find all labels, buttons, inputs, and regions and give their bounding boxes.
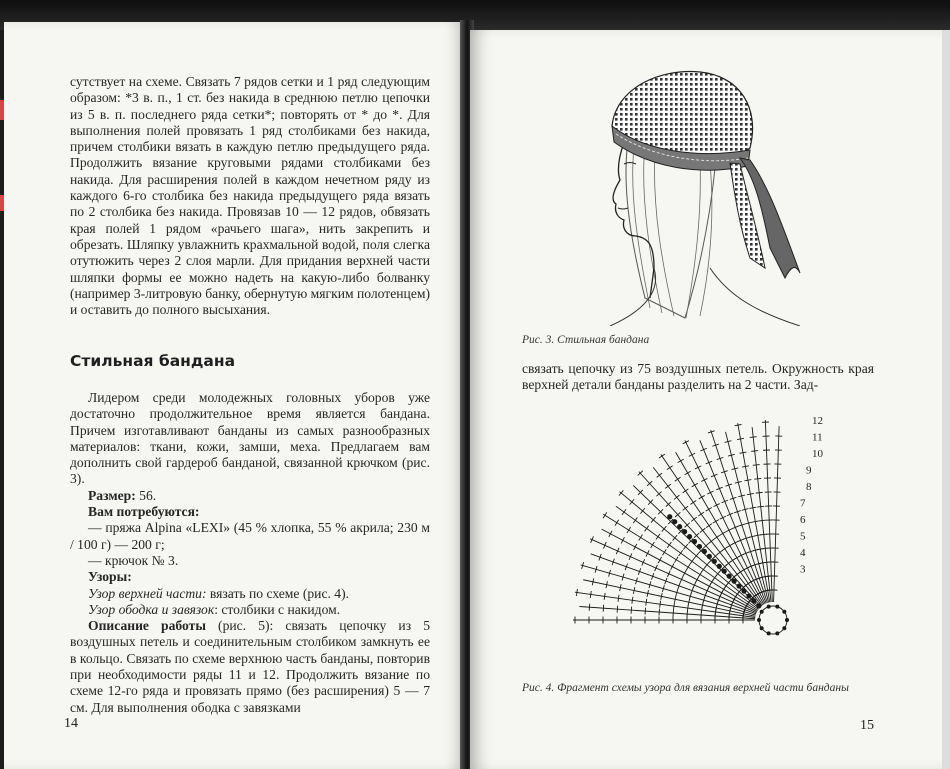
chart-stitch-mark xyxy=(685,471,691,475)
right-paragraph: связать цепочку из 75 воздушных петель. Окружность края верхней детали банданы разделить на 2 части. Зад- xyxy=(522,361,874,393)
pattern-top-line: Узор верхней части: вязать по схеме (рис. 4). xyxy=(88,585,349,601)
chart-stitch-mark xyxy=(618,595,619,602)
chart-chain-stitch xyxy=(760,626,764,630)
chart-stitch-mark xyxy=(657,473,663,477)
bookmark-tab xyxy=(0,195,4,211)
chart-stitch-mark xyxy=(673,603,674,610)
chart-spoke xyxy=(581,565,756,615)
chart-chain-stitch xyxy=(782,626,786,630)
chart-chain-stitch xyxy=(775,605,779,609)
chart-bead xyxy=(741,588,746,593)
chart-stitch-mark xyxy=(639,535,643,541)
pattern-band-line: Узор ободка и завязок: столбики с накидом. xyxy=(88,601,341,617)
chart-stitch-mark xyxy=(656,534,660,540)
chart-stitch-mark xyxy=(683,506,689,510)
chart-stitch-mark xyxy=(749,507,756,508)
chart-stitch-mark xyxy=(689,453,695,456)
chart-spoke xyxy=(765,420,772,602)
chart-chain-stitch xyxy=(767,605,771,609)
chart-stitch-mark xyxy=(603,512,607,518)
chart-chain-stitch xyxy=(782,610,786,614)
page-number-left: 14 xyxy=(64,716,78,731)
chart-stitch-mark xyxy=(752,521,759,522)
chart-stitch-mark xyxy=(615,520,619,526)
chart-stitch-mark xyxy=(674,495,680,499)
size-value: 56. xyxy=(135,487,157,503)
chart-stitch-mark xyxy=(732,541,738,544)
chart-stitch-mark xyxy=(701,478,707,481)
crochet-chart xyxy=(568,402,838,672)
chart-row-number: 11 xyxy=(812,431,823,444)
chart-stitch-mark xyxy=(706,508,712,512)
chart-bead xyxy=(697,544,702,549)
chart-stitch-mark xyxy=(751,451,758,452)
chart-stitch-mark xyxy=(646,550,649,556)
figure3-caption: Рис. 3. Стильная бандана xyxy=(522,334,650,346)
chart-stitch-mark xyxy=(735,424,742,425)
intro-paragraph: Лидером среди молодежных головных уборов уже достаточно продолжительное время является бандана. Причем изготавливают банданы из самых разнообразных материалов: ткани, кожи, замши, меха. Предлагаем вам дополнить свой гардероб банданой, связанной крючком (рис. 3). xyxy=(70,390,430,487)
chart-stitch-mark xyxy=(691,517,697,521)
chart-chain-stitch xyxy=(767,631,771,635)
chart-stitch-mark xyxy=(645,526,649,532)
chart-stitch-mark xyxy=(590,591,591,598)
chart-bead xyxy=(687,534,692,539)
material-item: — крючок № 3. xyxy=(88,552,179,568)
chart-stitch-mark xyxy=(634,544,637,550)
chart-stitch-mark xyxy=(737,438,744,439)
chart-stitch-mark xyxy=(675,477,681,481)
materials-heading: Вам потребуются: xyxy=(88,504,200,520)
chart-stitch-mark xyxy=(690,558,694,564)
chart-chain-stitch xyxy=(757,618,761,622)
chart-stitch-mark xyxy=(727,544,733,548)
chart-row-number: 6 xyxy=(800,514,806,526)
chart-stitch-mark xyxy=(698,512,704,516)
chart-row-number: 7 xyxy=(800,497,806,510)
chart-bead xyxy=(692,539,697,544)
chart-row-number: 12 xyxy=(812,415,823,427)
chart-stitch-mark xyxy=(667,542,671,548)
chart-stitch-mark xyxy=(726,529,732,532)
chart-bead xyxy=(751,598,756,603)
chart-bead xyxy=(756,603,761,608)
chart-stitch-mark xyxy=(699,495,705,499)
chart-stitch-mark xyxy=(665,484,671,488)
work-description: Описание работы (рис. 5): связать цепочку из 5 воздушных петель и соединительным столбиком замкнуть ее в кольцо. Связать по схеме верхнюю часть банданы, повторив при необходимости ряды 11 и 12. Продолжить вязание по схеме 12-го ряда и провязать прямо (без расширения) 5 — 7 см. Для выполнения ободка с завязками xyxy=(70,618,430,715)
chart-stitch-mark xyxy=(663,549,667,555)
chart-row-number: 3 xyxy=(800,563,806,576)
chart-stitch-mark xyxy=(674,557,678,563)
chart-stitch-mark xyxy=(576,589,577,596)
chart-stitch-mark xyxy=(627,527,631,533)
chart-bead xyxy=(667,514,672,519)
chart-stitch-mark xyxy=(757,506,764,507)
chart-stitch-mark xyxy=(754,478,761,479)
size-line xyxy=(70,488,430,504)
chart-stitch-mark xyxy=(713,520,719,524)
chart-stitch-mark xyxy=(679,550,683,556)
chart-stitch-mark xyxy=(750,437,757,438)
chart-stitch-mark xyxy=(695,577,698,583)
chart-bead xyxy=(677,524,682,529)
chart-stitch-mark xyxy=(754,535,761,536)
chart-stitch-mark xyxy=(683,441,689,444)
page-edge xyxy=(942,30,950,769)
recipe-body xyxy=(70,390,430,716)
chart-stitch-mark xyxy=(651,542,655,548)
chart-stitch-mark xyxy=(622,509,626,515)
chart-stitch-mark xyxy=(690,500,696,504)
chart-stitch-mark xyxy=(740,452,747,453)
chart-stitch-mark xyxy=(713,504,719,507)
chart-stitch-mark xyxy=(720,532,726,536)
chart-stitch-mark xyxy=(678,459,684,463)
chart-stitch-mark xyxy=(660,601,661,608)
patterns-heading: Узоры: xyxy=(88,569,132,585)
chart-stitch-mark xyxy=(717,550,723,554)
chart-bead xyxy=(712,559,717,564)
chart-stitch-mark xyxy=(604,593,605,600)
chart-stitch-mark xyxy=(714,535,720,539)
chart-stitch-mark xyxy=(709,539,715,543)
bookmark-tab xyxy=(0,100,4,120)
chart-row-number: 9 xyxy=(806,464,812,477)
chart-stitch-mark xyxy=(658,557,661,563)
chart-stitch-mark xyxy=(687,605,688,612)
chart-bead xyxy=(736,583,741,588)
chart-bead xyxy=(682,529,687,534)
chart-stitch-mark xyxy=(698,572,702,578)
chart-bead xyxy=(702,549,707,554)
chart-stitch-mark xyxy=(695,466,701,469)
chart-stitch-mark xyxy=(609,531,612,537)
chart-stitch-mark xyxy=(720,516,726,519)
chart-bead xyxy=(722,569,727,574)
chart-center-ring xyxy=(759,606,787,634)
chart-stitch-mark xyxy=(759,520,766,521)
chart-chain-stitch xyxy=(760,610,764,614)
chart-stitch-mark xyxy=(646,599,647,606)
bandana-illustration xyxy=(590,68,810,326)
chart-row-number: 4 xyxy=(800,547,806,559)
chart-bead xyxy=(732,579,737,584)
chart-stitch-mark xyxy=(632,597,633,604)
size-label: Размер: xyxy=(88,487,136,503)
chart-bead xyxy=(672,519,677,524)
chart-bead xyxy=(707,554,712,559)
chart-stitch-mark xyxy=(756,492,763,493)
section-title: Стильная бандана xyxy=(70,352,236,370)
chart-row-number: 10 xyxy=(812,448,823,460)
page-number-right: 15 xyxy=(860,718,874,733)
chart-stitch-mark xyxy=(621,537,624,543)
chart-stitch-mark xyxy=(701,567,705,573)
chart-row-number: 8 xyxy=(806,481,812,493)
chart-stitch-mark xyxy=(667,466,673,470)
material-item: — пряжа Alpina «LEXI» (45 % хлопка, 55 % акрила; 230 м / 100 г) — 200 г; xyxy=(70,520,430,552)
chart-bead xyxy=(746,593,751,598)
chart-bead xyxy=(727,574,732,579)
chart-stitch-mark xyxy=(683,489,689,493)
chart-chain-stitch xyxy=(775,631,779,635)
chart-stitch-mark xyxy=(692,483,698,487)
chart-stitch-mark xyxy=(760,534,767,535)
chart-stitch-mark xyxy=(659,454,665,458)
chart-stitch-mark xyxy=(744,480,751,481)
chart-stitch-mark xyxy=(747,493,754,494)
chart-chain-stitch xyxy=(785,618,789,622)
continuation-paragraph: сутствует на схеме. Связать 7 рядов сетки и 1 ряд следующим образом: *3 в. п., 1 ст. без накида в среднюю петлю цепочки из 5 в. п. последнего ряда сетки*; повторять от * до *. Для выполнения полей провязать 1 ряд столбиками без накида, причем столбики вязать в каждую петлю предыдущего ряда. Продолжить вязание круговыми рядами столбиками без накида. Для расширения полей в каждом нечетном ряду из каждого 6-го столбика без накида предыдущего ряда вязать по 2 столбика без накида. Провязав 10 — 12 рядов, обвязать края полей 1 рядом «рачьего шага», нить закрепить и обрезать. Шляпку увлажнить крахмальной водой, поля слегка отутюжить через 2 слоя марли. Для придания верхней части шляпки формы ее можно надеть на какую-либо болванку (например 3-литровую банку, обернутую мягким полотенцем) и оставить до полного высыхания. xyxy=(70,74,430,318)
chart-stitch-mark xyxy=(753,465,760,466)
chart-stitch-mark xyxy=(683,570,686,576)
chart-row-number: 5 xyxy=(800,530,806,543)
chart-stitch-mark xyxy=(686,564,690,570)
figure4-caption: Рис. 4. Фрагмент схемы узора для вязания верхней части банданы xyxy=(522,682,849,694)
chart-stitch-mark xyxy=(742,466,749,467)
chart-stitch-mark xyxy=(671,563,674,569)
chart-stitch-mark xyxy=(706,524,712,528)
chart-stitch-mark xyxy=(722,547,728,551)
chart-stitch-mark xyxy=(633,517,637,523)
chart-stitch-mark xyxy=(700,528,706,532)
chart-bead xyxy=(717,564,722,569)
chart-stitch-mark xyxy=(707,491,713,494)
